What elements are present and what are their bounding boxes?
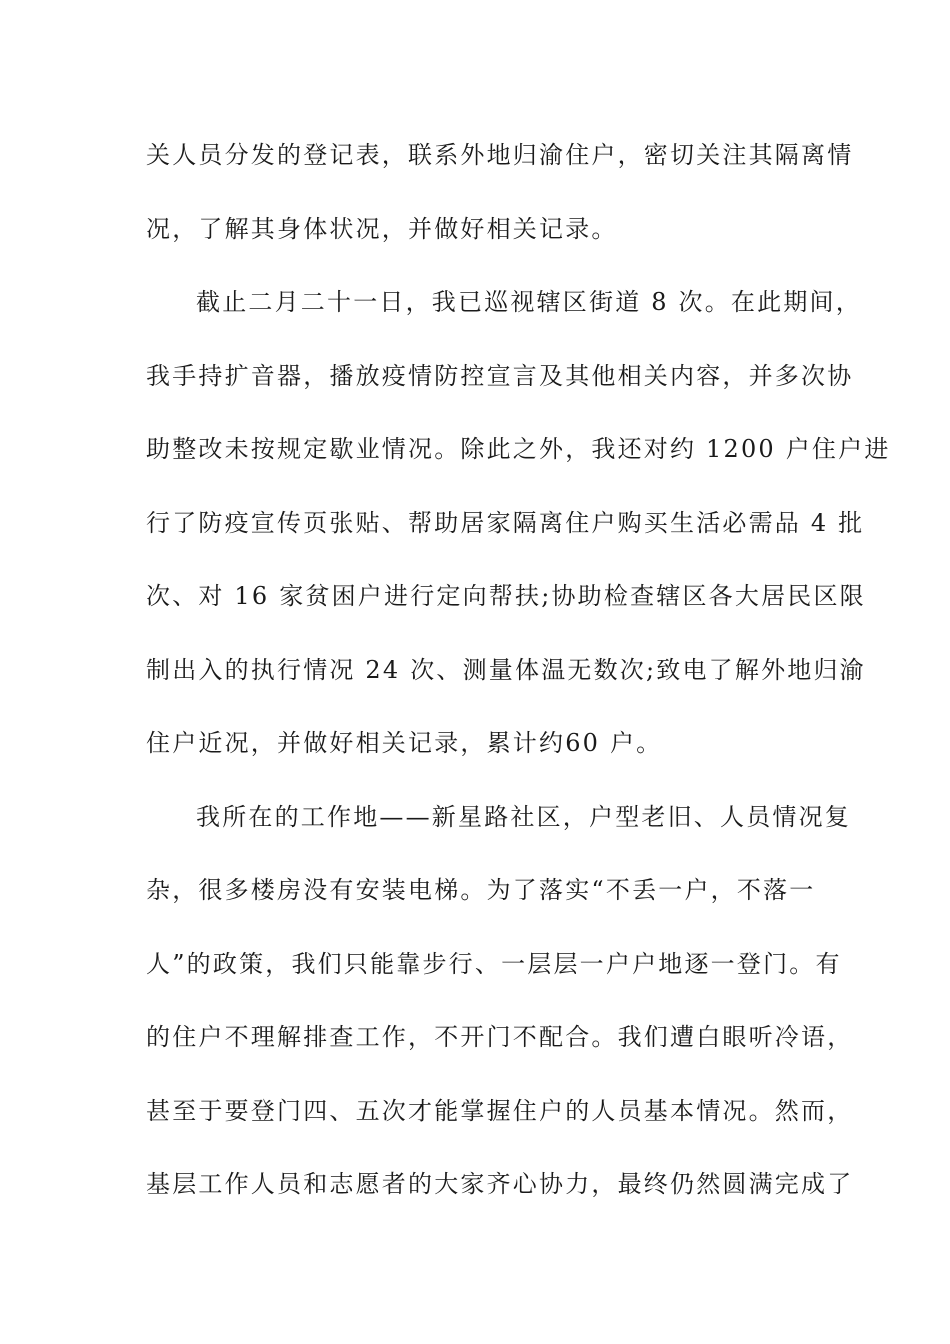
text-line: 的住户不理解排查工作，不开门不配合。我们遭白眼听冷语， (146, 1023, 854, 1051)
text-line: 住户近况，并做好相关记录，累计约60 户。 (146, 729, 663, 757)
text-line: 杂，很多楼房没有安装电梯。为了落实“不丢一户，不落一 (146, 876, 816, 904)
text-line: 行了防疫宣传页张贴、帮助居家隔离住户购买生活必需品 4 批 (146, 508, 865, 537)
text-line: 况，了解其身体状况，并做好相关记录。 (146, 214, 618, 243)
text-line: 助整改未按规定歇业情况。除此之外，我还对约 1200 户住户进 (146, 435, 891, 463)
text-line: 关人员分发的登记表，联系外地归渝住户，密切关注其隔离情 (146, 141, 854, 169)
text-line: 制出入的执行情况 24 次、测量体温无数次;致电了解外地归渝 (146, 655, 866, 684)
paragraph-start-line: 截止二月二十一日，我已巡视辖区街道 8 次。在此期间， (196, 288, 862, 316)
text-line: 基层工作人员和志愿者的大家齐心协力，最终仍然圆满完成了 (146, 1170, 854, 1198)
document-body (146, 134, 891, 1237)
paragraph-start-line: 我所在的工作地——新星路社区，户型老旧、人员情况复 (196, 802, 851, 831)
text-line: 甚至于要登门四、五次才能掌握住户的人员基本情况。然而， (146, 1096, 854, 1125)
text-line: 人”的政策，我们只能靠步行、一层层一户户地逐一登门。有 (146, 949, 842, 978)
text-line: 次、对 16 家贫困户进行定向帮扶;协助检查辖区各大居民区限 (146, 582, 866, 610)
text-line: 我手持扩音器，播放疫情防控宣言及其他相关内容，并多次协 (146, 361, 854, 390)
